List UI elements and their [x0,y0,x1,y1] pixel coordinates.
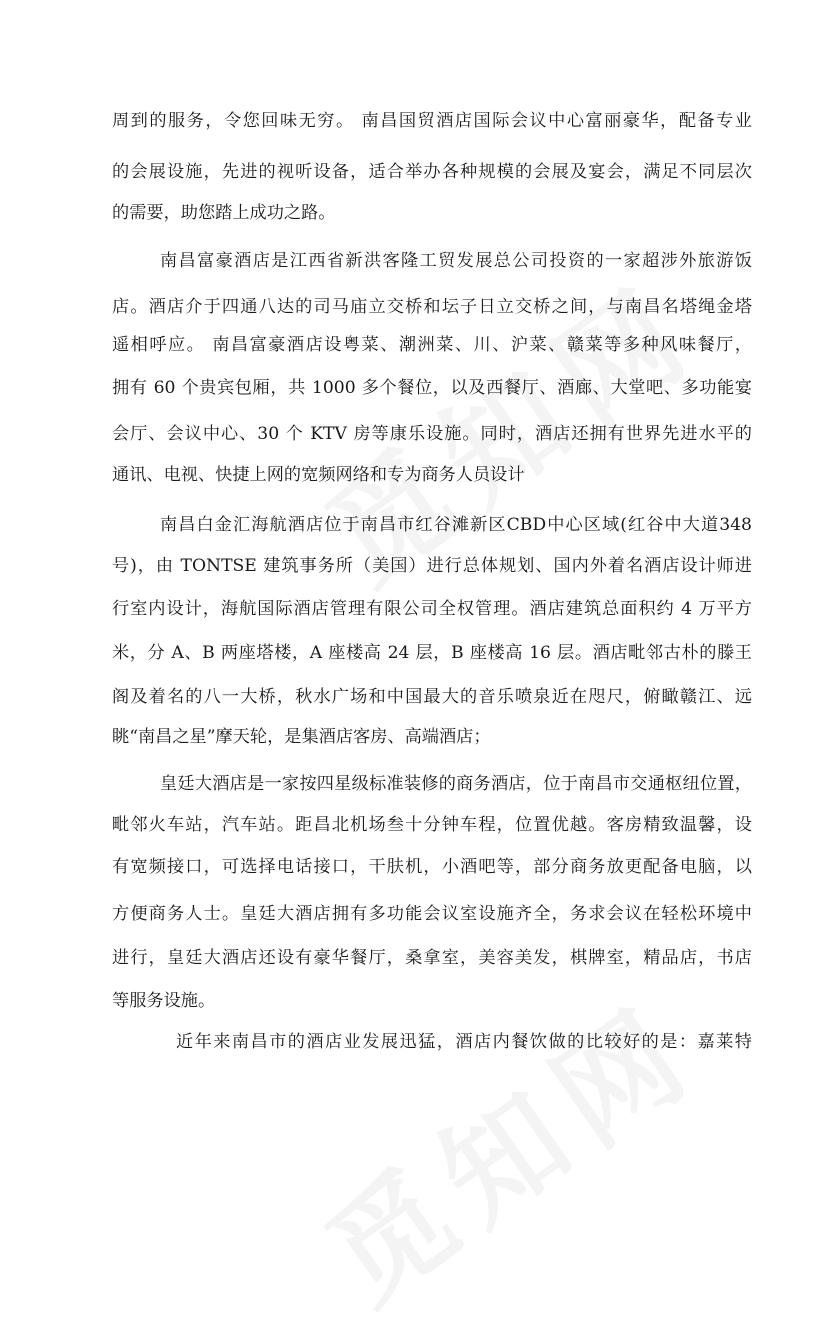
text-line: 进行，皇廷大酒店还设有豪华餐厅，桑拿室，美容美发，棋牌室，精品店，书店 [112,948,752,968]
text-line: 的会展设施，先进的视听设备，适合举办各种规模的会展及宴会，满足不同层次 [112,162,752,182]
text-line: 米，分 A、B 两座塔楼，A 座楼高 24 层，B 座楼高 16 层。酒店毗邻古朴的滕王 [112,643,752,663]
text-line: 行室内设计，海航国际酒店管理有限公司全权管理。酒店建筑总面积约 4 万平方 [112,599,752,619]
text-line: 眺“南昌之星”摩天轮，是集酒店客房、高端酒店； [112,727,491,747]
text-line: 皇廷大酒店是一家按四星级标准装修的商务酒店，位于南昌市交通枢纽位置， [160,774,752,794]
text-line: 南昌白金汇海航酒店位于南昌市红谷滩新区CBD中心区域(红谷中大道348 [160,515,752,535]
watermark [288,957,726,1335]
text-line: 周到的服务，令您回味无穷。 南昌国贸酒店国际会议中心富丽豪华，配备专业 [112,111,752,131]
text-line: 通讯、电视、快捷上网的宽频网络和专为商务人员设计 [112,465,525,485]
text-line: 拥有 60 个贵宾包厢，共 1000 多个餐位，以及西餐厅、酒廊、大堂吧、多功能宴 [112,378,752,398]
text-line: 方便商务人士。皇廷大酒店拥有多功能会议室设施齐全，务求会议在轻松环境中 [112,904,752,924]
text-line: 遥相呼应。 南昌富豪酒店设粤菜、潮洲菜、川、沪菜、赣菜等多种风味餐厅， [112,335,752,355]
text-line: 近年来南昌市的酒店业发展迅猛，酒店内餐饮做的比较好的是：嘉莱特 [176,1032,752,1052]
text-line: 的需要，助您踏上成功之路。 [112,203,336,223]
text-line: 有宽频接口，可选择电话接口，干肤机，小酒吧等，部分商务放更配备电脑，以 [112,857,752,877]
text-line: 毗邻火车站，汽车站。距昌北机场叁十分钟车程，位置优越。客房精致温馨，设 [112,815,752,835]
text-line: 号)，由 TONTSE 建筑事务所（美国）进行总体规划、国内外着名酒店设计师进 [112,556,752,576]
text-line: 店。酒店介于四通八达的司马庙立交桥和坛子日立交桥之间，与南昌名塔绳金塔 [112,297,752,317]
text-line: 阁及着名的八一大桥，秋水广场和中国最大的音乐喷泉近在咫尺，俯瞰赣江、远 [112,687,752,707]
text-line: 南昌富豪酒店是江西省新洪客隆工贸发展总公司投资的一家超涉外旅游饭 [160,251,752,271]
text-line: 等服务设施。 [112,991,216,1011]
text-line: 会厅、会议中心、30 个 KTV 房等康乐设施。同时，酒店还拥有世界先进水平的 [112,424,752,444]
